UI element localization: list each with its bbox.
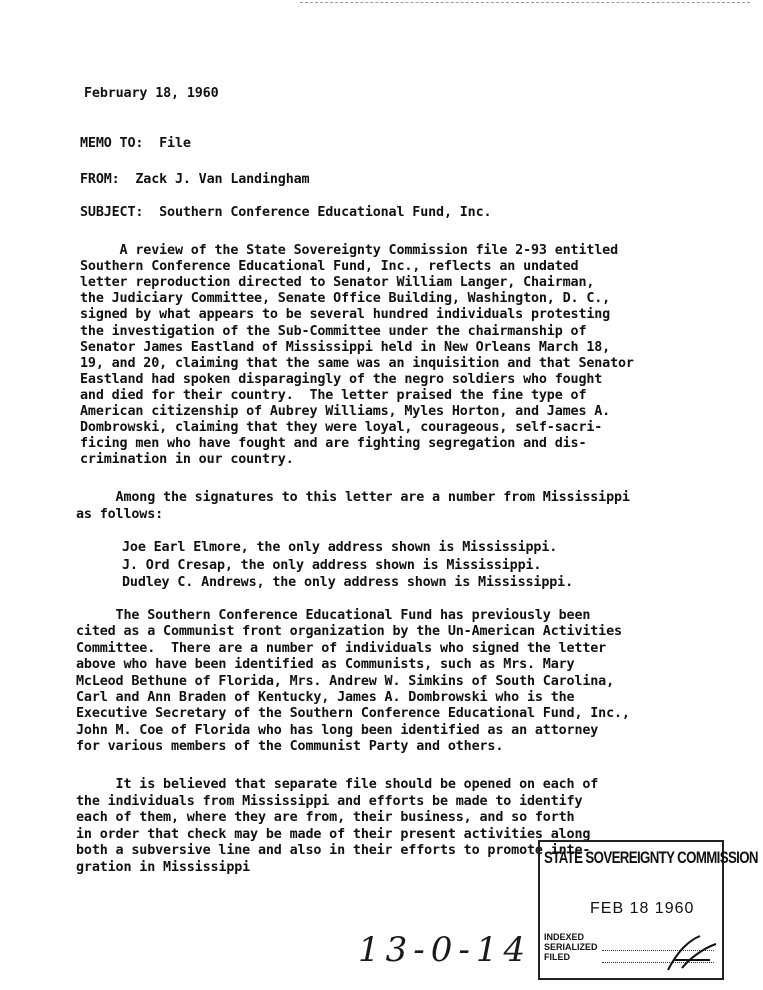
text-line: Southern Conference Educational Fund, Inc., reflects an undated xyxy=(80,259,579,275)
text-line: Senator James Eastland of Mississippi held in New Orleans March 18, xyxy=(80,339,611,355)
handwritten-file-number: 13-0-14 xyxy=(358,930,532,970)
text-line: the individuals from Mississippi and efforts be made to identify xyxy=(76,793,583,809)
received-stamp xyxy=(538,840,758,980)
stamp-date: FEB 18 1960 xyxy=(590,900,695,917)
text-line: Dudley C. Andrews, the only address shown is Mississippi. xyxy=(122,575,573,590)
text-line: Dombrowski, claiming that they were loyal, courageous, self-sacri- xyxy=(80,420,603,436)
text-line: above who have been identified as Communists, such as Mrs. Mary xyxy=(76,657,575,673)
text-line: McLeod Bethune of Florida, Mrs. Andrew W. Simkins of South Carolina, xyxy=(76,673,615,689)
stamp-filed: FILED xyxy=(544,952,570,962)
text-line: ficing men who have fought and are fighting segregation and dis- xyxy=(80,436,587,452)
text-line: A review of the State Sovereignty Commission file 2-93 entitled xyxy=(80,243,619,258)
initials-signature xyxy=(660,930,720,976)
text-line: cited as a Communist front organization by the Un-American Activities xyxy=(76,624,622,640)
stamp-indexed: INDEXED xyxy=(544,932,585,942)
memo-date: February 18, 1960 xyxy=(84,86,219,101)
text-line: J. Ord Cresap, the only address shown is Mississippi. xyxy=(122,557,542,573)
text-line: Eastland had spoken disparagingly of the negro soldiers who fought xyxy=(80,371,603,387)
text-line: and died for their country. The letter praised the fine type of xyxy=(80,387,587,403)
stamp-serialized: SERIALIZED xyxy=(544,942,598,952)
text-line: gration in Mississippi xyxy=(76,860,251,875)
text-line: as follows: xyxy=(76,506,164,522)
text-line: the investigation of the Sub-Committee under the chairmanship of xyxy=(80,323,587,339)
text-line: 19, and 20, claiming that the same was an inquisition and that Senator xyxy=(80,355,634,371)
text-line: signed by what appears to be several hundred individuals protesting xyxy=(80,307,611,323)
text-line: letter reproduction directed to Senator William Langer, Chairman, xyxy=(80,275,595,291)
stamp-title: STATE SOVEREIGNTY COMMISSION xyxy=(544,848,758,867)
text-line: American citizenship of Aubrey Williams, Myles Horton, and James A. xyxy=(80,404,611,419)
memo-from: FROM: Zack J. Van Landingham xyxy=(80,172,310,187)
text-line: each of them, where they are from, their business, and so forth xyxy=(76,810,575,826)
text-line: in order that check may be made of their present activities along xyxy=(76,826,591,842)
text-line: for various members of the Communist Party and others. xyxy=(76,739,504,755)
text-line: both a subversive line and also in their efforts to promote inte- xyxy=(76,843,591,859)
text-line: It is believed that separate file should be opened on each of xyxy=(76,777,599,792)
text-line: Carl and Ann Braden of Kentucky, James A. Dombrowski who is the xyxy=(76,690,575,705)
memo-to: MEMO TO: File xyxy=(80,136,191,151)
text-line: Joe Earl Elmore, the only address shown is Mississippi. xyxy=(122,540,558,555)
text-line: John M. Coe of Florida who has long been identified as an attorney xyxy=(76,722,599,738)
text-line: the Judiciary Committee, Senate Office Building, Washington, D. C., xyxy=(80,291,611,307)
text-line: The Southern Conference Educational Fund has previously been xyxy=(76,608,591,623)
text-line: Committee. There are a number of individuals who signed the letter xyxy=(76,640,607,656)
top-border-line xyxy=(300,2,750,3)
text-line: Executive Secretary of the Southern Conference Educational Fund, Inc., xyxy=(76,706,630,722)
memo-subject: SUBJECT: Southern Conference Educational Fund, Inc. xyxy=(80,205,492,220)
text-line: crimination in our country. xyxy=(80,452,294,468)
text-line: Among the signatures to this letter are a number from Mississippi xyxy=(76,490,630,505)
